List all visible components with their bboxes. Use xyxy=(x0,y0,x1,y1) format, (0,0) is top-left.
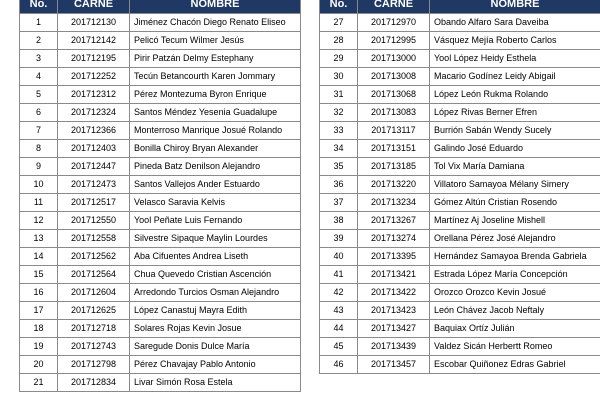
student-id: 201713008 xyxy=(358,68,430,86)
student-name: Vásquez Mejía Roberto Carlos xyxy=(430,32,600,50)
row-number: 41 xyxy=(320,266,358,284)
student-name: Santos Vallejos Ander Estuardo xyxy=(130,176,301,194)
student-name: López Canastuj Mayra Edith xyxy=(130,302,301,320)
table-row xyxy=(20,158,301,176)
student-id: 201713234 xyxy=(358,194,430,212)
row-number: 2 xyxy=(20,32,58,50)
row-number: 5 xyxy=(20,86,58,104)
student-id: 201712558 xyxy=(58,230,130,248)
header-nombre: NOMBRE xyxy=(430,0,600,14)
student-id: 201712366 xyxy=(58,122,130,140)
student-id: 201712195 xyxy=(58,50,130,68)
row-number: 14 xyxy=(20,248,58,266)
student-id: 201713421 xyxy=(358,266,430,284)
row-number: 45 xyxy=(320,338,358,356)
student-name: Estrada López María Concepción xyxy=(430,266,600,284)
student-name: Pineda Batz Denilson Alejandro xyxy=(130,158,301,176)
table-row xyxy=(20,32,301,50)
row-number: 17 xyxy=(20,302,58,320)
row-number: 16 xyxy=(20,284,58,302)
row-number: 15 xyxy=(20,266,58,284)
student-name: Yool Peñate Luis Fernando xyxy=(130,212,301,230)
student-id: 201712403 xyxy=(58,140,130,158)
row-number: 18 xyxy=(20,320,58,338)
student-id: 201712604 xyxy=(58,284,130,302)
table-row xyxy=(20,14,301,32)
student-id: 201713274 xyxy=(358,230,430,248)
student-id: 201713423 xyxy=(358,302,430,320)
student-id: 201712142 xyxy=(58,32,130,50)
student-name: Obando Alfaro Sara Daveiba xyxy=(430,14,600,32)
student-name: Monterroso Manrique Josué Rolando xyxy=(130,122,301,140)
table-row xyxy=(20,194,301,212)
table-row xyxy=(320,212,600,230)
table-row xyxy=(320,338,600,356)
student-id: 201713220 xyxy=(358,176,430,194)
row-number: 3 xyxy=(20,50,58,68)
student-name: Livar Simón Rosa Estela xyxy=(130,374,301,392)
table-row xyxy=(320,86,600,104)
row-number: 13 xyxy=(20,230,58,248)
row-number: 28 xyxy=(320,32,358,50)
table-row xyxy=(20,104,301,122)
student-name: Orozco Orozco Kevin Josué xyxy=(430,284,600,302)
table-header xyxy=(20,0,301,14)
student-name: Tol Vix María Damiana xyxy=(430,158,600,176)
row-number: 44 xyxy=(320,320,358,338)
row-number: 4 xyxy=(20,68,58,86)
student-id: 201712473 xyxy=(58,176,130,194)
table-row xyxy=(20,176,301,194)
row-number: 38 xyxy=(320,212,358,230)
student-name: Tecún Betancourth Karen Jommary xyxy=(130,68,301,86)
table-row xyxy=(20,86,301,104)
student-name: Martínez Aj Joseline Mishell xyxy=(430,212,600,230)
table-row xyxy=(320,176,600,194)
student-id: 201712130 xyxy=(58,14,130,32)
table-row xyxy=(320,158,600,176)
row-number: 20 xyxy=(20,356,58,374)
table-row xyxy=(20,356,301,374)
table-row xyxy=(320,248,600,266)
table-row xyxy=(20,248,301,266)
student-name: López Rivas Berner Efren xyxy=(430,104,600,122)
student-name: Pelicó Tecum Wilmer Jesús xyxy=(130,32,301,50)
table-row xyxy=(20,284,301,302)
student-id: 201713068 xyxy=(358,86,430,104)
table-row xyxy=(20,266,301,284)
table-row xyxy=(20,68,301,86)
student-id: 201712970 xyxy=(358,14,430,32)
row-number: 11 xyxy=(20,194,58,212)
header-no: No. xyxy=(320,0,358,14)
student-name: Villatoro Samayoa Mélany Simery xyxy=(430,176,600,194)
row-number: 33 xyxy=(320,122,358,140)
student-id: 201713083 xyxy=(358,104,430,122)
table-header xyxy=(320,0,600,14)
student-name: Hernández Samayoa Brenda Gabriela xyxy=(430,248,600,266)
student-id: 201712447 xyxy=(58,158,130,176)
row-number: 8 xyxy=(20,140,58,158)
student-id: 201712564 xyxy=(58,266,130,284)
student-table-right xyxy=(319,0,600,374)
student-name: Silvestre Sipaque Maylin Lourdes xyxy=(130,230,301,248)
table-row xyxy=(20,320,301,338)
student-name: Saregude Donis Dulce María xyxy=(130,338,301,356)
student-name: Velasco Saravia Kelvis xyxy=(130,194,301,212)
student-id: 201712324 xyxy=(58,104,130,122)
student-id: 201712995 xyxy=(358,32,430,50)
student-name: Aba Cifuentes Andrea Liseth xyxy=(130,248,301,266)
table-row xyxy=(320,356,600,374)
student-id: 201713000 xyxy=(358,50,430,68)
student-id: 201712252 xyxy=(58,68,130,86)
student-name: Yool López Heidy Esthela xyxy=(430,50,600,68)
student-id: 201712562 xyxy=(58,248,130,266)
student-name: Santos Méndez Yesenia Guadalupe xyxy=(130,104,301,122)
student-name: Jiménez Chacón Diego Renato Eliseo xyxy=(130,14,301,32)
student-name: Pérez Montezuma Byron Enrique xyxy=(130,86,301,104)
table-row xyxy=(320,104,600,122)
student-name: León Chávez Jacob Neftaly xyxy=(430,302,600,320)
row-number: 27 xyxy=(320,14,358,32)
row-number: 46 xyxy=(320,356,358,374)
row-number: 1 xyxy=(20,14,58,32)
row-number: 19 xyxy=(20,338,58,356)
student-name: Macario Godínez Leidy Abigail xyxy=(430,68,600,86)
student-id: 201712743 xyxy=(58,338,130,356)
student-id: 201712550 xyxy=(58,212,130,230)
row-number: 36 xyxy=(320,176,358,194)
table-row xyxy=(20,230,301,248)
student-table-left xyxy=(19,0,301,392)
student-name: Solares Rojas Kevin Josue xyxy=(130,320,301,338)
student-id: 201713117 xyxy=(358,122,430,140)
table-body xyxy=(20,14,301,392)
student-id: 201712312 xyxy=(58,86,130,104)
table-row xyxy=(320,230,600,248)
header-carne: CARNE xyxy=(358,0,430,14)
table-row xyxy=(320,284,600,302)
student-id: 201712625 xyxy=(58,302,130,320)
row-number: 32 xyxy=(320,104,358,122)
student-name: Gómez Altún Cristian Rosendo xyxy=(430,194,600,212)
row-number: 31 xyxy=(320,86,358,104)
student-id: 201713439 xyxy=(358,338,430,356)
table-body xyxy=(320,14,600,374)
student-id: 201713422 xyxy=(358,284,430,302)
row-number: 35 xyxy=(320,158,358,176)
row-number: 39 xyxy=(320,230,358,248)
table-row xyxy=(20,338,301,356)
student-id: 201712718 xyxy=(58,320,130,338)
student-id: 201713427 xyxy=(358,320,430,338)
row-number: 30 xyxy=(320,68,358,86)
table-row xyxy=(320,140,600,158)
table-row xyxy=(320,14,600,32)
row-number: 9 xyxy=(20,158,58,176)
student-id: 201713151 xyxy=(358,140,430,158)
table-row xyxy=(20,212,301,230)
student-name: Orellana Pérez José Alejandro xyxy=(430,230,600,248)
student-name: Burrión Sabán Wendy Sucely xyxy=(430,122,600,140)
student-name: Baquiax Ortíz Julián xyxy=(430,320,600,338)
row-number: 29 xyxy=(320,50,358,68)
student-id: 201712834 xyxy=(58,374,130,392)
student-name: López León Rukma Rolando xyxy=(430,86,600,104)
row-number: 43 xyxy=(320,302,358,320)
student-id: 201713185 xyxy=(358,158,430,176)
student-name: Arredondo Turcios Osman Alejandro xyxy=(130,284,301,302)
header-carne: CARNE xyxy=(58,0,130,14)
table-row xyxy=(20,50,301,68)
row-number: 42 xyxy=(320,284,358,302)
table-row xyxy=(320,194,600,212)
row-number: 40 xyxy=(320,248,358,266)
row-number: 12 xyxy=(20,212,58,230)
table-row xyxy=(320,50,600,68)
table-row xyxy=(320,122,600,140)
student-name: Pérez Chavajay Pablo Antonio xyxy=(130,356,301,374)
student-id: 201712798 xyxy=(58,356,130,374)
table-row xyxy=(320,302,600,320)
student-name: Chua Quevedo Cristian Ascención xyxy=(130,266,301,284)
student-name: Escobar Quiñonez Edras Gabriel xyxy=(430,356,600,374)
table-row xyxy=(20,122,301,140)
table-row xyxy=(320,320,600,338)
row-number: 10 xyxy=(20,176,58,194)
table-row xyxy=(320,266,600,284)
header-no: No. xyxy=(20,0,58,14)
student-name: Pirir Patzán Delmy Estephany xyxy=(130,50,301,68)
table-row xyxy=(20,140,301,158)
header-row xyxy=(20,0,301,14)
student-id: 201713395 xyxy=(358,248,430,266)
row-number: 6 xyxy=(20,104,58,122)
table-row xyxy=(320,68,600,86)
header-row xyxy=(320,0,600,14)
row-number: 21 xyxy=(20,374,58,392)
table-row xyxy=(320,32,600,50)
student-id: 201713267 xyxy=(358,212,430,230)
student-name: Valdez Sicán Herbertt Romeo xyxy=(430,338,600,356)
table-row xyxy=(20,374,301,392)
row-number: 34 xyxy=(320,140,358,158)
student-name: Galindo José Eduardo xyxy=(430,140,600,158)
header-nombre: NOMBRE xyxy=(130,0,301,14)
row-number: 7 xyxy=(20,122,58,140)
student-id: 201713457 xyxy=(358,356,430,374)
student-name: Bonilla Chiroy Bryan Alexander xyxy=(130,140,301,158)
table-row xyxy=(20,302,301,320)
student-id: 201712517 xyxy=(58,194,130,212)
row-number: 37 xyxy=(320,194,358,212)
